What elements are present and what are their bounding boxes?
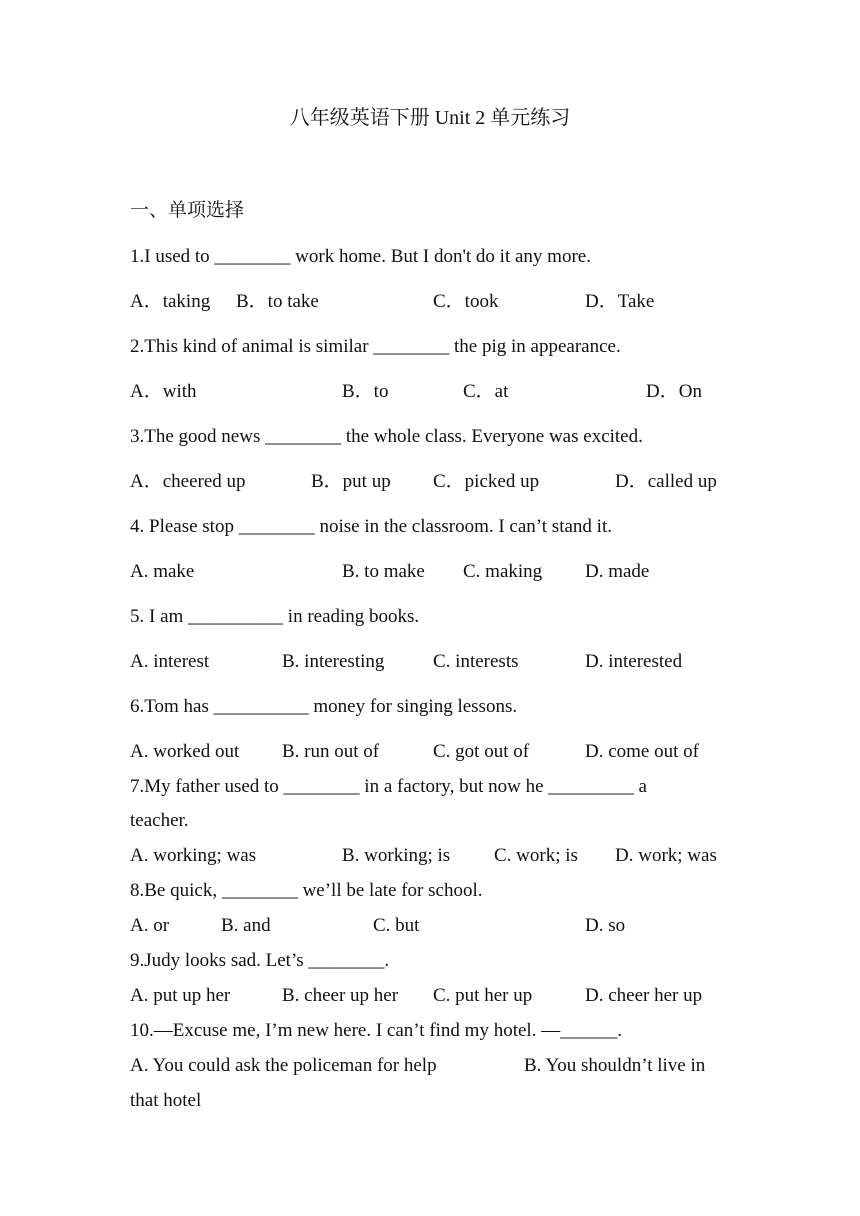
q1-option-d: D．Take (585, 291, 655, 312)
q9-option-b: B. cheer up her (282, 985, 399, 1006)
question-7-stem: 7.My father used to ________ in a factory, but now he _________ a (130, 776, 647, 797)
q2-option-b: B．to (342, 381, 389, 402)
q7-option-b: B. working; is (342, 845, 451, 866)
q6-option-a: A. worked out (130, 741, 240, 762)
q4-option-a: A. make (130, 561, 195, 582)
q7-option-c: C. work; is (494, 845, 578, 866)
q1-option-b: B．to take (236, 291, 319, 312)
q6-option-d: D. come out of (585, 741, 699, 762)
question-9-stem: 9.Judy looks sad. Let’s ________. (130, 950, 390, 971)
q7-option-a: A. working; was (130, 845, 257, 866)
section-heading: 一、单项选择 (130, 200, 245, 221)
question-10-stem: 10.—Excuse me, I’m new here. I can’t find my hotel. —______. (130, 1020, 622, 1041)
q3-option-d: D．called up (615, 471, 717, 492)
q3-option-a: A．cheered up (130, 471, 246, 492)
q2-option-a: A．with (130, 381, 197, 402)
q9-option-a: A. put up her (130, 985, 231, 1006)
question-3-stem: 3.The good news ________ the whole class. Everyone was excited. (130, 426, 643, 447)
q8-option-b: B. and (221, 915, 271, 936)
q6-option-b: B. run out of (282, 741, 380, 762)
question-4-stem: 4. Please stop ________ noise in the classroom. I can’t stand it. (130, 516, 612, 537)
q2-option-c: C．at (463, 381, 509, 402)
q8-option-c: C. but (373, 915, 420, 936)
q10-option-b: B. You shouldn’t live in (524, 1055, 706, 1076)
question-7-stem-cont: teacher. (130, 810, 189, 831)
q2-option-d: D．On (646, 381, 702, 402)
question-5-stem: 5. I am __________ in reading books. (130, 606, 420, 627)
q1-option-c: C．took (433, 291, 499, 312)
q5-option-b: B. interesting (282, 651, 385, 672)
q4-option-d: D. made (585, 561, 650, 582)
q3-option-c: C．picked up (433, 471, 540, 492)
question-6-stem: 6.Tom has __________ money for singing lessons. (130, 696, 518, 717)
q5-option-c: C. interests (433, 651, 519, 672)
q4-option-b: B. to make (342, 561, 425, 582)
q8-option-a: A. or (130, 915, 170, 936)
q10-option-b-cont: that hotel (130, 1090, 202, 1111)
q4-option-c: C. making (463, 561, 543, 582)
question-8-stem: 8.Be quick, ________ we’ll be late for school. (130, 880, 483, 901)
q8-option-d: D. so (585, 915, 626, 936)
q6-option-c: C. got out of (433, 741, 530, 762)
q1-option-a: A．taking (130, 291, 211, 312)
q5-option-a: A. interest (130, 651, 210, 672)
q9-option-d: D. cheer her up (585, 985, 703, 1006)
q5-option-d: D. interested (585, 651, 683, 672)
q9-option-c: C. put her up (433, 985, 533, 1006)
q3-option-b: B．put up (311, 471, 391, 492)
page-title: 八年级英语下册 Unit 2 单元练习 (289, 107, 571, 129)
q7-option-d: D. work; was (615, 845, 717, 866)
question-2-stem: 2.This kind of animal is similar ________ the pig in appearance. (130, 336, 621, 357)
q10-option-a: A. You could ask the policeman for help (130, 1055, 437, 1076)
question-1-stem: 1.I used to ________ work home. But I don't do it any more. (130, 246, 591, 267)
